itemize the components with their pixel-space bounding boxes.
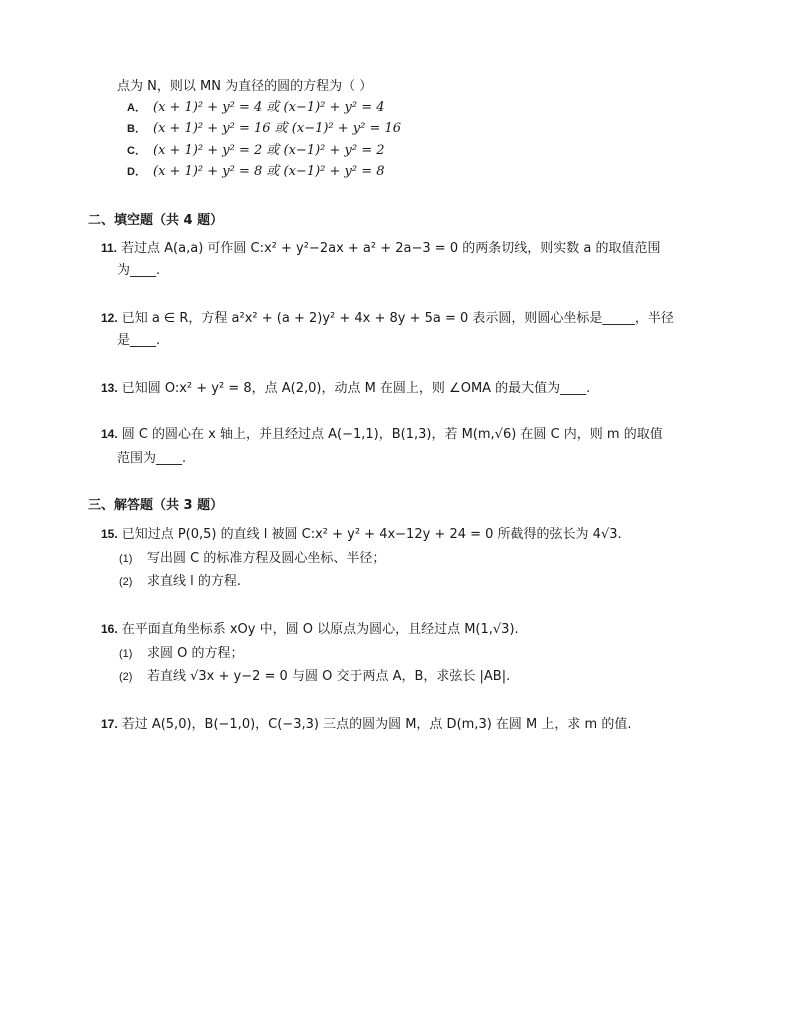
question-number: 14. [101,427,118,441]
question-11-line2: 为____. [117,263,161,278]
question-15 [101,525,622,544]
question-text: 已知过点 P(0,5) 的直线 l 被圆 C:x² + y² + 4x−12y + 24 = 0 所截得的弦长为 4√3. [121,527,622,542]
section-title-fill-in: 二、填空题（共 4 题） [88,213,224,228]
option-letter: D． [127,166,146,178]
option-text: (x + 1)² + y² = 4 或 (x−1)² + y² = 4 [153,100,385,115]
option-letter: C． [127,145,146,157]
question-12 [101,309,674,328]
sub-question-number: (2) [119,576,133,588]
question-16-part-2 [119,668,510,686]
question-16-part-1 [119,645,244,663]
sub-question-number: (1) [119,648,133,660]
sub-question-number: (1) [119,553,133,565]
sub-question-text: 求圆 O 的方程； [147,646,244,661]
sub-question-text: 写出圆 C 的标准方程及圆心坐标、半径； [147,551,386,566]
option-letter: B． [127,123,146,135]
q10-option-c [127,142,385,160]
option-letter: A． [127,102,146,114]
question-text: 若过点 A(a,a) 可作圆 C:x² + y²−2ax + a² + 2a−3 = 0 的两条切线，则实数 a 的取值范围 [121,241,661,256]
question-14 [101,425,663,444]
question-15-part-1 [119,550,385,568]
question-text: 已知圆 O:x² + y² = 8，点 A(2,0)，动点 M 在圆上，则 ∠OMA 的最大值为____. [121,381,591,396]
question-number: 13. [101,381,118,395]
question-number: 17. [101,717,118,731]
sub-question-text: 若直线 √3x + y−2 = 0 与圆 O 交于两点 A，B，求弦长 |AB|. [147,669,511,684]
question-12-line2: 是____. [117,333,161,348]
question-13 [101,379,590,398]
question-11 [101,239,660,258]
question-15-part-2 [119,573,241,591]
question-number: 16. [101,622,118,636]
q10-option-d [127,163,385,181]
question-14-line2: 范围为____. [117,451,187,466]
question-text: 已知 a ∈ R，方程 a²x² + (a + 2)y² + 4x + 8y + 5a = 0 表示圆，则圆心坐标是_____，半径 [121,311,674,326]
q10-option-b [127,120,401,138]
question-16 [101,620,519,639]
question-number: 15. [101,527,118,541]
option-text: (x + 1)² + y² = 8 或 (x−1)² + y² = 8 [153,164,385,179]
sub-question-text: 求直线 l 的方程. [147,574,242,589]
question-text: 圆 C 的圆心在 x 轴上，并且经过点 A(−1,1)，B(1,3)，若 M(m,√6) 在圆 C 内，则 m 的取值 [121,427,663,442]
q10-stem: 点为 N，则以 MN 为直径的圆的方程为（ ） [117,79,373,94]
question-17 [101,715,631,734]
option-text: (x + 1)² + y² = 16 或 (x−1)² + y² = 16 [153,121,402,136]
question-number: 12. [101,311,118,325]
question-text: 若过 A(5,0)，B(−1,0)，C(−3,3) 三点的圆为圆 M，点 D(m,3) 在圆 M 上，求 m 的值. [121,717,632,732]
sub-question-number: (2) [119,671,133,683]
option-text: (x + 1)² + y² = 2 或 (x−1)² + y² = 2 [153,143,385,158]
section-title-solutions: 三、解答题（共 3 题） [88,498,224,513]
question-text: 在平面直角坐标系 xOy 中，圆 O 以原点为圆心，且经过点 M(1,√3). [121,622,519,637]
q10-option-a [127,99,385,117]
question-number: 11. [101,241,118,255]
